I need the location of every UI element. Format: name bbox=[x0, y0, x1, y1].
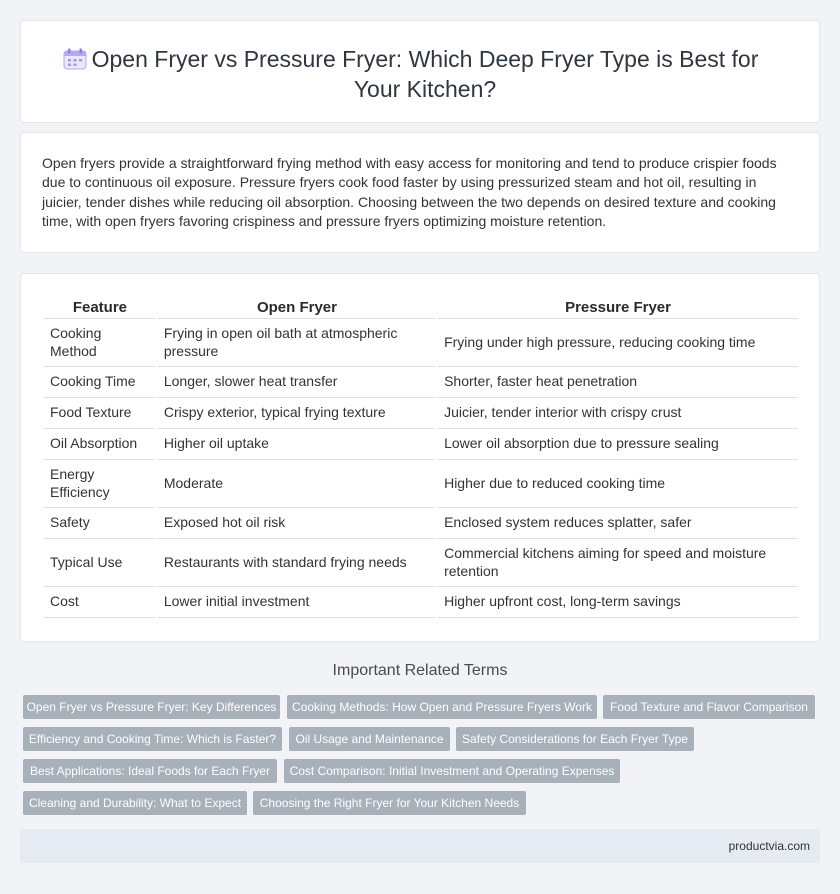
header-pressure-fryer: Pressure Fryer bbox=[438, 294, 798, 319]
table-cell: Typical Use bbox=[44, 539, 156, 587]
related-tag[interactable]: Open Fryer vs Pressure Fryer: Key Differences bbox=[23, 695, 280, 719]
table-cell: Shorter, faster heat penetration bbox=[438, 367, 798, 398]
table-header-row bbox=[44, 294, 798, 319]
related-tag[interactable]: Choosing the Right Fryer for Your Kitchen Needs bbox=[253, 791, 526, 815]
table-cell: Cooking Method bbox=[44, 319, 156, 367]
table-cell: Cost bbox=[44, 587, 156, 618]
intro-card bbox=[20, 132, 820, 253]
table-cell: Higher upfront cost, long-term savings bbox=[438, 587, 798, 618]
table-cell: Moderate bbox=[158, 460, 436, 508]
table-cell: Lower initial investment bbox=[158, 587, 436, 618]
related-tag[interactable]: Food Texture and Flavor Comparison bbox=[603, 695, 815, 719]
table-cell: Frying under high pressure, reducing cooking time bbox=[438, 319, 798, 367]
table-row bbox=[44, 587, 798, 618]
table-cell: Crispy exterior, typical frying texture bbox=[158, 398, 436, 429]
footer-site[interactable]: productvia.com bbox=[728, 839, 810, 853]
table-cell: Oil Absorption bbox=[44, 429, 156, 460]
table-cell: Exposed hot oil risk bbox=[158, 508, 436, 539]
table-row bbox=[44, 398, 798, 429]
related-tag[interactable]: Cooking Methods: How Open and Pressure Fryers Work bbox=[287, 695, 597, 719]
footer bbox=[20, 829, 820, 863]
table-row bbox=[44, 508, 798, 539]
table-row bbox=[44, 367, 798, 398]
table-cell: Safety bbox=[44, 508, 156, 539]
table-row bbox=[44, 460, 798, 508]
table-cell: Juicier, tender interior with crispy crust bbox=[438, 398, 798, 429]
comparison-card bbox=[20, 273, 820, 642]
related-tag[interactable]: Best Applications: Ideal Foods for Each Fryer bbox=[23, 759, 277, 783]
table-row bbox=[44, 429, 798, 460]
table-row bbox=[44, 539, 798, 587]
intro-paragraph: Open fryers provide a straightforward frying method with easy access for monitoring and tend to produce crispier foods due to continuous oil exposure. Pressure fryers cook food faster by using pressurized steam and hot oil, resulting in juicier, tender dishes while reducing oil absorption. Choosing between the two depends on desired texture and cooking time, with open fryers favoring crispiness and pressure fryers optimizing moisture retention. bbox=[42, 155, 777, 229]
table-cell: Energy Efficiency bbox=[44, 460, 156, 508]
related-tag[interactable]: Cleaning and Durability: What to Expect bbox=[23, 791, 247, 815]
table-cell: Enclosed system reduces splatter, safer bbox=[438, 508, 798, 539]
page-title: Open Fryer vs Pressure Fryer: Which Deep Fryer Type is Best for Your Kitchen? bbox=[91, 46, 759, 102]
table-cell: Restaurants with standard frying needs bbox=[158, 539, 436, 587]
table-cell: Commercial kitchens aiming for speed and moisture retention bbox=[438, 539, 798, 587]
related-terms-heading: Important Related Terms bbox=[332, 662, 508, 679]
related-tag[interactable]: Cost Comparison: Initial Investment and Operating Expenses bbox=[284, 759, 620, 783]
table-cell: Food Texture bbox=[44, 398, 156, 429]
table-cell: Lower oil absorption due to pressure sealing bbox=[438, 429, 798, 460]
table-cell: Longer, slower heat transfer bbox=[158, 367, 436, 398]
table-cell: Cooking Time bbox=[44, 367, 156, 398]
table-row bbox=[44, 319, 798, 367]
table-cell: Higher oil uptake bbox=[158, 429, 436, 460]
header-open-fryer: Open Fryer bbox=[158, 294, 436, 319]
related-tag[interactable]: Efficiency and Cooking Time: Which is Faster? bbox=[23, 727, 282, 751]
header-feature: Feature bbox=[44, 294, 156, 319]
table-cell: Frying in open oil bath at atmospheric pressure bbox=[158, 319, 436, 367]
related-tag[interactable]: Oil Usage and Maintenance bbox=[289, 727, 450, 751]
table-cell: Higher due to reduced cooking time bbox=[438, 460, 798, 508]
title-card bbox=[20, 20, 820, 123]
related-tag[interactable]: Safety Considerations for Each Fryer Type bbox=[456, 727, 694, 751]
comparison-table bbox=[42, 294, 800, 618]
